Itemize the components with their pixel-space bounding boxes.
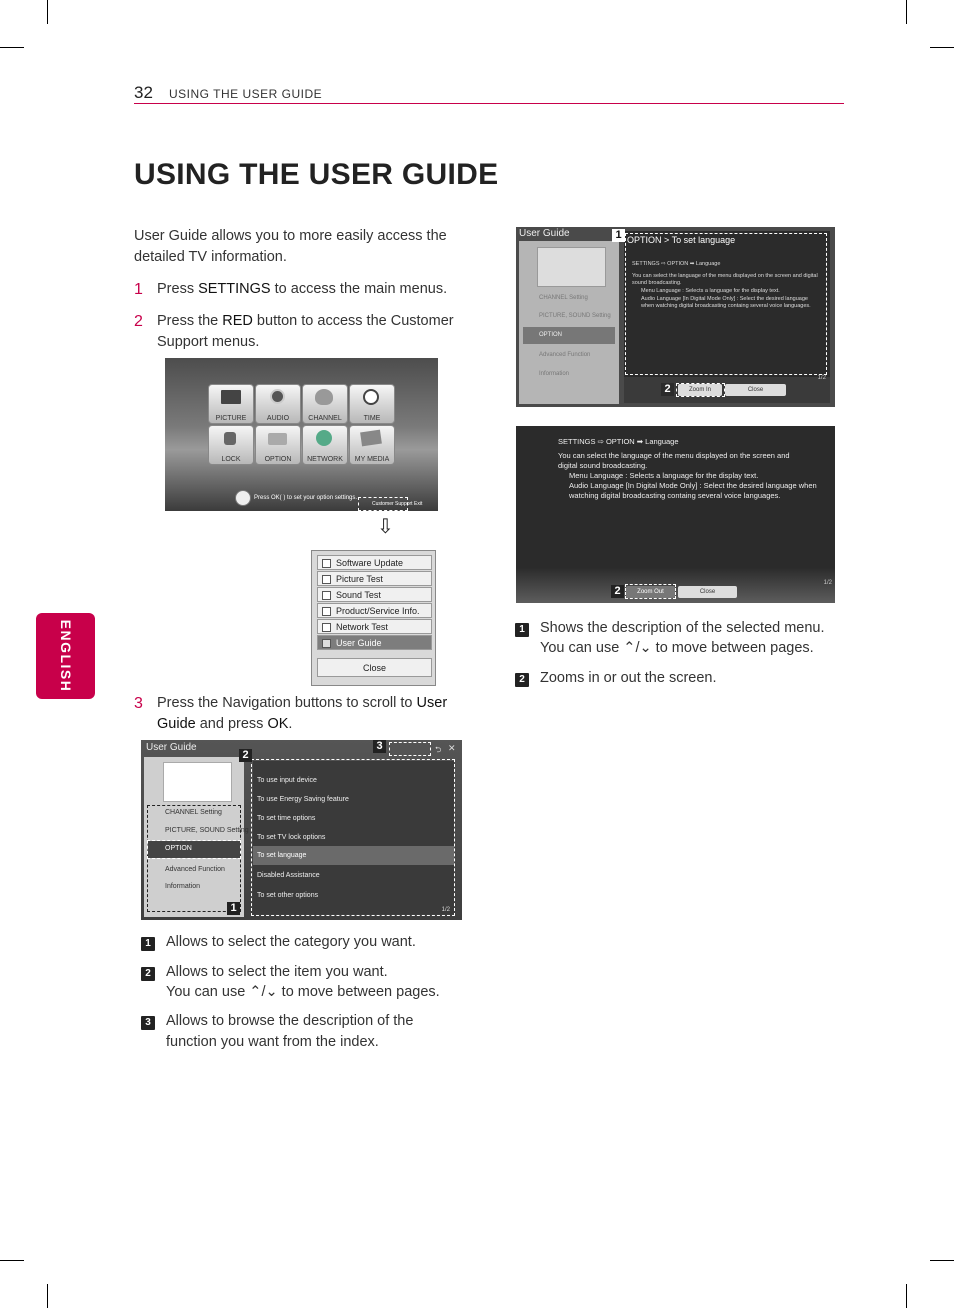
callout-text: Zooms in or out the screen. bbox=[540, 670, 717, 686]
close-button[interactable]: Close bbox=[317, 658, 432, 677]
guide-item[interactable]: To use Energy Saving feature bbox=[257, 796, 349, 803]
menu-channel[interactable]: CHANNEL bbox=[302, 384, 348, 424]
crop-mark bbox=[47, 1284, 48, 1308]
support-item[interactable]: Picture Test bbox=[317, 571, 432, 586]
lock-icon bbox=[224, 432, 236, 445]
menu-my-media[interactable]: MY MEDIA bbox=[349, 425, 395, 465]
toolbar-highlight bbox=[389, 742, 431, 756]
page-indicator: 1/2 bbox=[817, 375, 826, 381]
support-item[interactable]: Product/Service Info. bbox=[317, 603, 432, 618]
step-text: Press the Navigation buttons to scroll to bbox=[157, 695, 417, 711]
callout-1: 1 bbox=[612, 229, 625, 242]
callout-2: 2 bbox=[611, 585, 624, 598]
step-text: Press the bbox=[157, 313, 223, 329]
breadcrumb: SETTINGS ⇨ OPTION ➡ Language bbox=[632, 261, 721, 267]
right-callout-desc-1 bbox=[515, 618, 845, 656]
guide-item[interactable]: To set TV lock options bbox=[257, 834, 326, 841]
support-item[interactable]: Sound Test bbox=[317, 587, 432, 602]
media-icon bbox=[360, 430, 382, 447]
category-item[interactable]: Information bbox=[539, 371, 570, 377]
step-key: SETTINGS bbox=[198, 281, 271, 297]
description: You can select the language of the menu displayed on the screen and digital sound broadcasting. bbox=[632, 273, 818, 286]
zoom-highlight bbox=[676, 383, 725, 397]
crop-mark bbox=[930, 1260, 954, 1261]
user-guide-screenshot bbox=[141, 740, 462, 920]
step-number: 1 bbox=[134, 281, 143, 298]
callout-desc-3 bbox=[141, 1011, 471, 1050]
speaker-icon bbox=[270, 389, 285, 404]
zoom-out-button[interactable]: Zoom Out bbox=[626, 586, 675, 598]
zoom-out-highlight bbox=[625, 584, 676, 599]
item-list-highlight bbox=[251, 759, 455, 916]
guide-item[interactable]: To set other options bbox=[257, 892, 319, 899]
callout-text: You can use ⌃/⌄ to move between pages. bbox=[166, 984, 440, 1000]
exit-label[interactable]: Exit bbox=[414, 501, 423, 507]
step-number: 2 bbox=[134, 313, 143, 330]
step-text: . bbox=[288, 716, 293, 732]
support-item[interactable]: Network Test bbox=[317, 619, 432, 634]
description-highlight bbox=[625, 233, 827, 375]
zoom-in-button[interactable]: Zoom In bbox=[678, 384, 722, 396]
step-text: and press bbox=[195, 716, 268, 732]
menu-lock[interactable]: LOCK bbox=[208, 425, 254, 465]
crop-mark bbox=[906, 1284, 907, 1308]
menu-network[interactable]: NETWORK bbox=[302, 425, 348, 465]
guide-item[interactable]: To set time options bbox=[257, 815, 316, 822]
crop-mark bbox=[0, 47, 24, 48]
support-item-user-guide[interactable]: User Guide bbox=[317, 635, 432, 650]
callout-text: Shows the description of the selected menu. bbox=[540, 620, 825, 636]
callout-desc-2 bbox=[141, 962, 471, 1000]
category-item[interactable]: Information bbox=[165, 883, 201, 890]
callout-text: Allows to browse the description of the function you want from the index. bbox=[166, 1013, 414, 1050]
callout-2: 2 bbox=[661, 383, 674, 396]
screen-title: User Guide bbox=[519, 228, 570, 239]
callout-text: Allows to select the item you want. bbox=[166, 964, 388, 980]
customer-support-label[interactable]: Customer Support bbox=[372, 501, 413, 507]
crop-mark bbox=[930, 47, 954, 48]
step-text: Press bbox=[157, 281, 199, 297]
bullet: Menu Language : Selects a language for the display text. bbox=[641, 288, 780, 294]
category-item[interactable]: PICTURE, SOUND Setting bbox=[165, 827, 249, 834]
category-item[interactable]: Advanced Function bbox=[165, 866, 225, 873]
close-button[interactable]: Close bbox=[725, 384, 786, 396]
step-text: to access the main menus. bbox=[270, 281, 448, 297]
category-item[interactable]: PICTURE, SOUND Setting bbox=[539, 313, 611, 319]
guide-item[interactable]: Disabled Assistance bbox=[257, 872, 320, 879]
step-number: 3 bbox=[134, 695, 143, 712]
language-tab bbox=[36, 613, 95, 699]
callout-desc-1 bbox=[141, 932, 471, 953]
callout-text: You can use ⌃/⌄ to move between pages. bbox=[540, 640, 814, 656]
category-selected-highlight bbox=[147, 840, 241, 859]
support-item[interactable]: Software Update bbox=[317, 555, 432, 570]
category-item[interactable]: CHANNEL Setting bbox=[539, 295, 588, 301]
callout-2: 2 bbox=[239, 749, 252, 762]
zoomed-screenshot bbox=[516, 426, 835, 603]
page-title: USING THE USER GUIDE bbox=[134, 158, 499, 191]
step-key: RED bbox=[222, 313, 253, 329]
callout-badge: 1 bbox=[515, 623, 529, 637]
globe-icon bbox=[316, 430, 332, 446]
preview-box bbox=[163, 762, 232, 802]
intro-text: User Guide allows you to more easily access the detailed TV information. bbox=[134, 228, 447, 265]
callout-3: 3 bbox=[373, 740, 386, 753]
category-item-selected[interactable]: OPTION bbox=[539, 332, 563, 338]
crop-mark bbox=[906, 0, 907, 24]
breadcrumb: SETTINGS ⇨ OPTION ➡ Language bbox=[558, 437, 679, 446]
callout-badge: 2 bbox=[515, 673, 529, 687]
close-button[interactable]: Close bbox=[678, 586, 737, 598]
page-indicator: 1/2 bbox=[441, 907, 450, 913]
tv-icon bbox=[221, 390, 241, 404]
menu-time[interactable]: TIME bbox=[349, 384, 395, 424]
step-key: User Guide bbox=[157, 695, 448, 732]
category-item-selected[interactable]: OPTION bbox=[165, 845, 192, 852]
bullet: Menu Language : Selects a language for the display text. bbox=[569, 471, 759, 480]
step-2 bbox=[134, 311, 474, 350]
preview-box bbox=[537, 247, 606, 287]
briefcase-icon bbox=[268, 433, 287, 445]
close-icon[interactable]: ✕ bbox=[448, 743, 456, 753]
category-item[interactable]: CHANNEL Setting bbox=[165, 809, 222, 816]
crop-mark bbox=[47, 0, 48, 24]
menu-picture[interactable]: PICTURE bbox=[208, 384, 254, 424]
down-arrow-icon: ⇩ bbox=[377, 516, 394, 538]
back-icon[interactable]: ⮌ bbox=[435, 745, 442, 754]
main-menu-screenshot bbox=[165, 358, 438, 511]
category-panel bbox=[519, 241, 619, 404]
guide-item-selected[interactable]: To set language bbox=[257, 852, 307, 859]
bullet: Audio Language [In Digital Mode Only] : Select the desired language when watching digital broadcasting containg several voice languages. bbox=[641, 296, 811, 309]
language-tab-label: ENGLISH bbox=[57, 619, 74, 693]
description: You can select the language of the menu displayed on the screen and digital sound broadcasting. bbox=[558, 451, 790, 470]
header-rule bbox=[134, 103, 844, 104]
crop-mark bbox=[0, 1260, 24, 1261]
guide-item[interactable]: To use input device bbox=[257, 777, 317, 784]
satellite-icon bbox=[315, 389, 333, 405]
bullet: Audio Language [In Digital Mode Only] : Select the desired language when watching digital broadcasting containg several voice languages. bbox=[569, 481, 817, 500]
ok-button-icon bbox=[235, 490, 251, 506]
callout-1: 1 bbox=[227, 902, 240, 915]
running-title: USING THE USER GUIDE bbox=[169, 87, 323, 101]
callout-text: Allows to select the category you want. bbox=[166, 934, 416, 950]
callout-badge: 1 bbox=[141, 937, 155, 951]
step-1 bbox=[134, 279, 474, 301]
category-item[interactable]: Advanced Function bbox=[539, 352, 591, 358]
panel-title: OPTION > To set language bbox=[627, 235, 736, 245]
step-key: OK bbox=[267, 716, 289, 732]
option-screenshot bbox=[516, 227, 835, 407]
right-callout-desc-2 bbox=[515, 668, 845, 689]
screen-title: User Guide bbox=[146, 742, 197, 753]
step-text: button to access the Customer Support menus. bbox=[157, 313, 454, 350]
clock-icon bbox=[363, 389, 379, 405]
menu-option[interactable]: OPTION bbox=[255, 425, 301, 465]
step-3 bbox=[134, 693, 474, 732]
menu-audio[interactable]: AUDIO bbox=[255, 384, 301, 424]
menu-hint: Press OK( ) to set your option settings. bbox=[254, 495, 358, 501]
page-number: 32 bbox=[134, 83, 153, 102]
page-indicator: 1/2 bbox=[823, 580, 832, 586]
callout-badge: 2 bbox=[141, 967, 155, 981]
category-selected-bg bbox=[523, 327, 615, 344]
callout-badge: 3 bbox=[141, 1016, 155, 1030]
customer-support-menu bbox=[311, 550, 436, 686]
